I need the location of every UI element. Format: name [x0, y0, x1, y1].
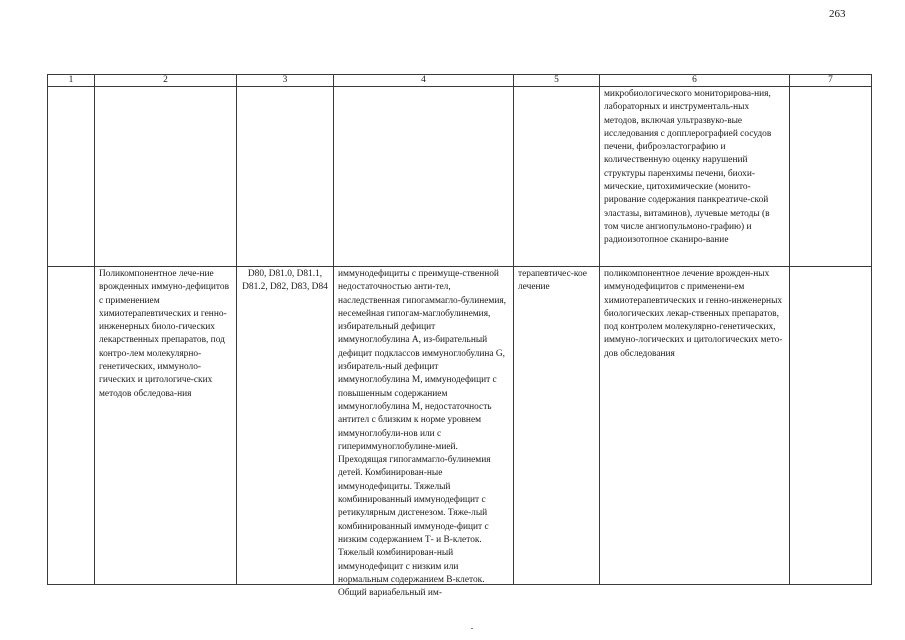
- table-row: [48, 267, 872, 585]
- medical-care-table: [47, 74, 872, 599]
- diagnosis-text: иммунодефициты с преимуще-ственной недостаточностью анти-тел, наследственная гипогаммагло-булинемия, несемейная гипогам-маглобулинемия, избирательный дефицит иммуноглобулина А, из-бирательный дефицит подклассов иммуноглобулина G, избиратель-ный дефицит иммуноглобулина М, иммунодефицит с повышенным содержанием иммуноглобулина М, недостаточность антител с близким к норме уровнем иммуноглобули-нов или с гипериммуноглобулине-мией. Преходящая гипогаммагло-булинемия детей. Комбинирован-ные иммунодефициты. Тяжелый комбинированный иммунодефицит с ретикулярным дисгенезом. Тяже-лый комбинированный иммуноде-фицит с низким содержанием Т- и В-клеток. Тяжелый комбинирован-ный иммунодефицит с низким или нормальным содержанием В-клеток. Общий вариабельный им-: [338, 269, 507, 599]
- row2-col3-cell: [237, 267, 334, 585]
- row1-col5-cell: [514, 87, 600, 267]
- treatment-kind-text: терапевтичес-кое лечение: [518, 269, 587, 293]
- row2-col7-cell: [790, 267, 872, 585]
- row2-col5-cell: [514, 267, 600, 585]
- header-col-1: 1: [48, 75, 95, 87]
- header-col-7: 7: [790, 75, 872, 87]
- row1-col1-cell: [48, 87, 95, 267]
- row2-col4-cell: [334, 267, 514, 599]
- row1-col3-cell: [237, 87, 334, 267]
- treatment-type-text: Поликомпонентное лече-ние врожденных иммуно-дефицитов с применением химиотерапевтических и генно-инженерных биоло-гических лекарственных препаратов, под контро-лем молекулярно-генетических, иммуноло-гических и цитологиче-ских методов обследова-ния: [99, 269, 229, 399]
- scan-speck: [471, 628, 473, 629]
- row1-col2-cell: [95, 87, 237, 267]
- row1-col7-cell: [790, 87, 872, 267]
- header-row: [48, 75, 872, 87]
- icd-codes-text: D80, D81.0, D81.1, D81.2, D82, D83, D84: [242, 269, 328, 293]
- header-col-3: 3: [237, 75, 334, 87]
- header-col-4: 4: [334, 75, 514, 87]
- row1-col6-cell: [600, 87, 790, 267]
- diagnosis-clip: [338, 268, 509, 599]
- header-col-6: 6: [600, 75, 790, 87]
- header-col-5: 5: [514, 75, 600, 87]
- table-row: [48, 87, 872, 267]
- row2-col2-cell: [95, 267, 237, 585]
- treatment-method-text: поликомпонентное лечение врожден-ных иммунодефицитов с применени-ем химиотерапевтических и генно-инженерных биологических лекар-ственных препаратов, под контролем молекулярно-генетических, иммуно-логических и цитологических мето-дов обследования: [604, 269, 783, 359]
- page-number: 263: [829, 8, 846, 20]
- row1-col4-cell: [334, 87, 514, 267]
- header-col-2: 2: [95, 75, 237, 87]
- method-description-text: микробиологического мониторирова-ния, лабораторных и инструменталь-ных методов, включая ультразвуко-вые исследования с допплерографией сосудов печени, фиброэластографию и количественную оценку нарушений структуры паренхимы печени, биохи-мические, цитохимические (монито-рирование содержания панкреатиче-ской эластазы, витаминов), лучевые методы (в том числе ангиопульмоно-графию) и радиоизотопное сканиро-вание: [604, 89, 772, 246]
- row2-col6-cell: [600, 267, 790, 585]
- row2-col1-cell: [48, 267, 95, 585]
